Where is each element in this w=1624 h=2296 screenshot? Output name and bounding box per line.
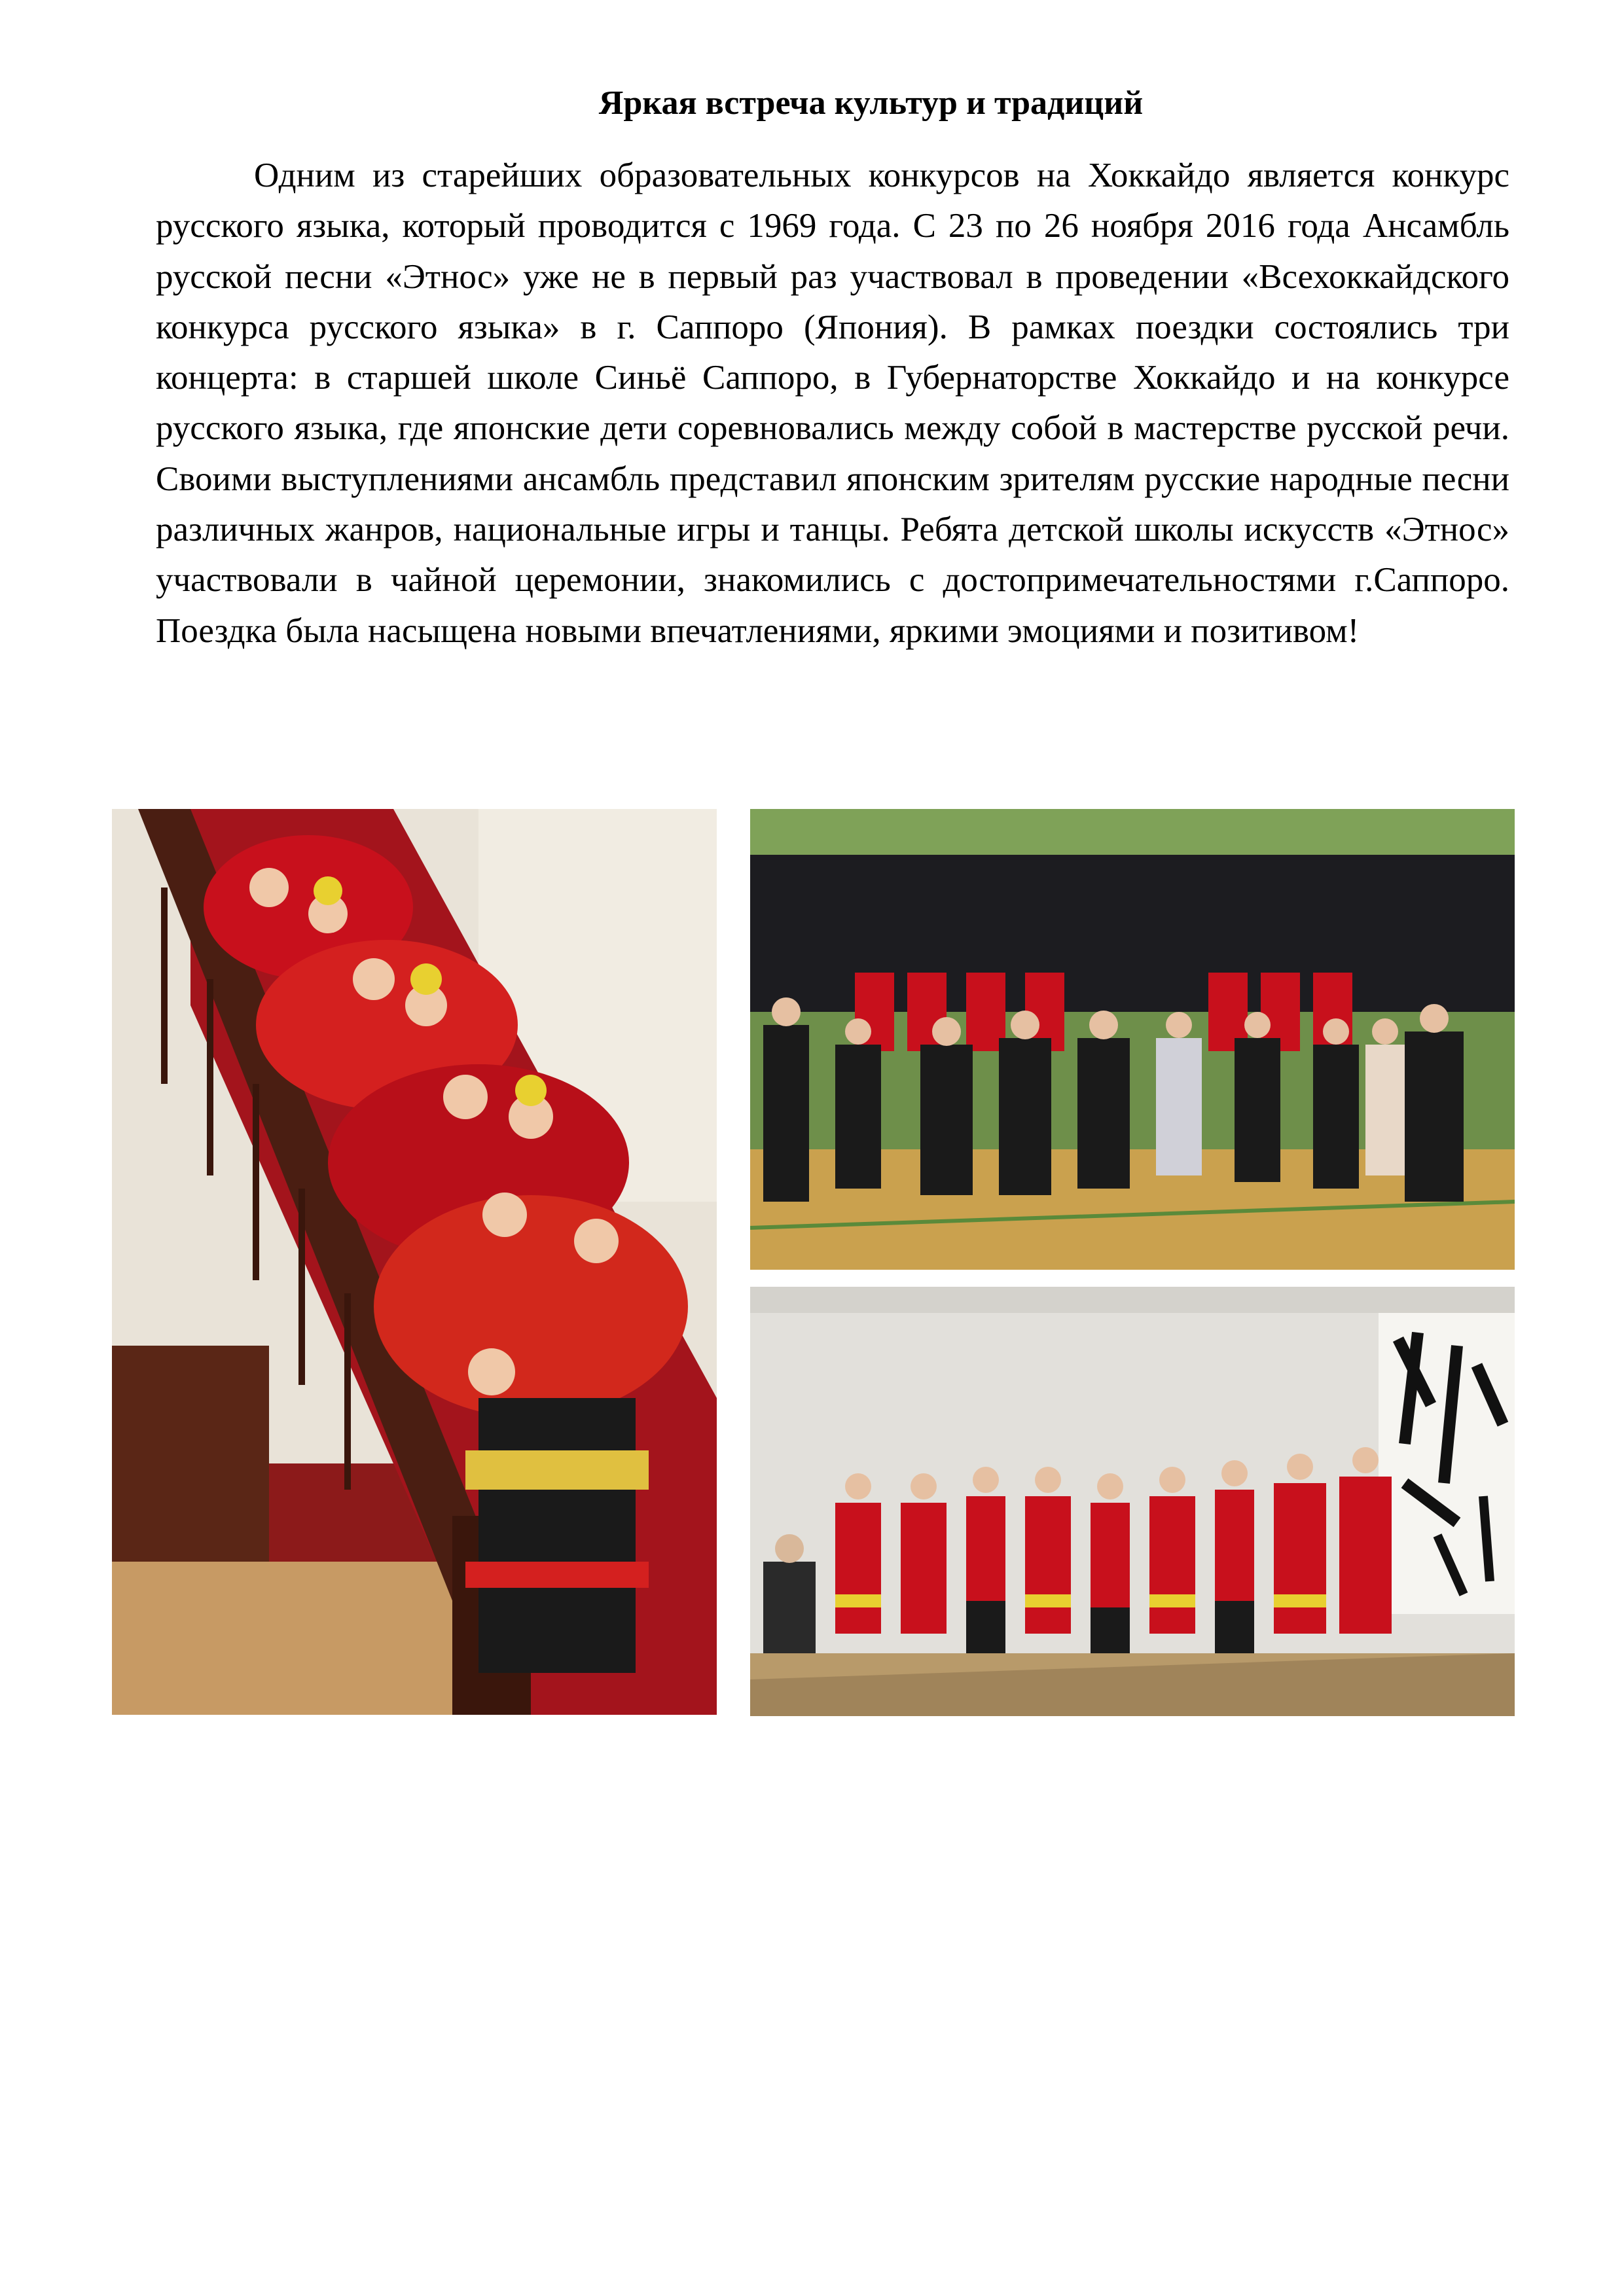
group-gym-photo: [750, 809, 1515, 1270]
stage-performance-photo: [750, 1287, 1515, 1716]
article-title: Яркая встреча культур и традиций: [598, 84, 1144, 122]
article-paragraph: Одним из старейших образовательных конкурсов на Хоккайдо является конкурс русского языка, который проводится с 1969 года. С 23 по 26 ноября 2016 года Ансамбль русской песни «Этнос» уже не в первый раз участвовал в проведении «Всехоккайдского конкурса русского языка» в г. Саппоро (Япония). В рамках поездки состоялись три концерта: в старшей школе Синьё Саппоро, в Губернаторстве Хоккайдо и на конкурсе русского языка, где японские дети соревновались между собой в мастерстве русской речи. Своими выступлениями ансамбль представил японским зрителям русские народные песни различных жанров, национальные игры и танцы. Ребята детской школы искусств «Этнос» участвовали в чайной церемонии, знакомились с достопримечательностями г.Саппоро. Поездка была насыщена новыми впечатлениями, яркими эмоциями и позитивом!: [156, 156, 1509, 650]
staircase-ensemble-photo: [112, 809, 717, 1715]
